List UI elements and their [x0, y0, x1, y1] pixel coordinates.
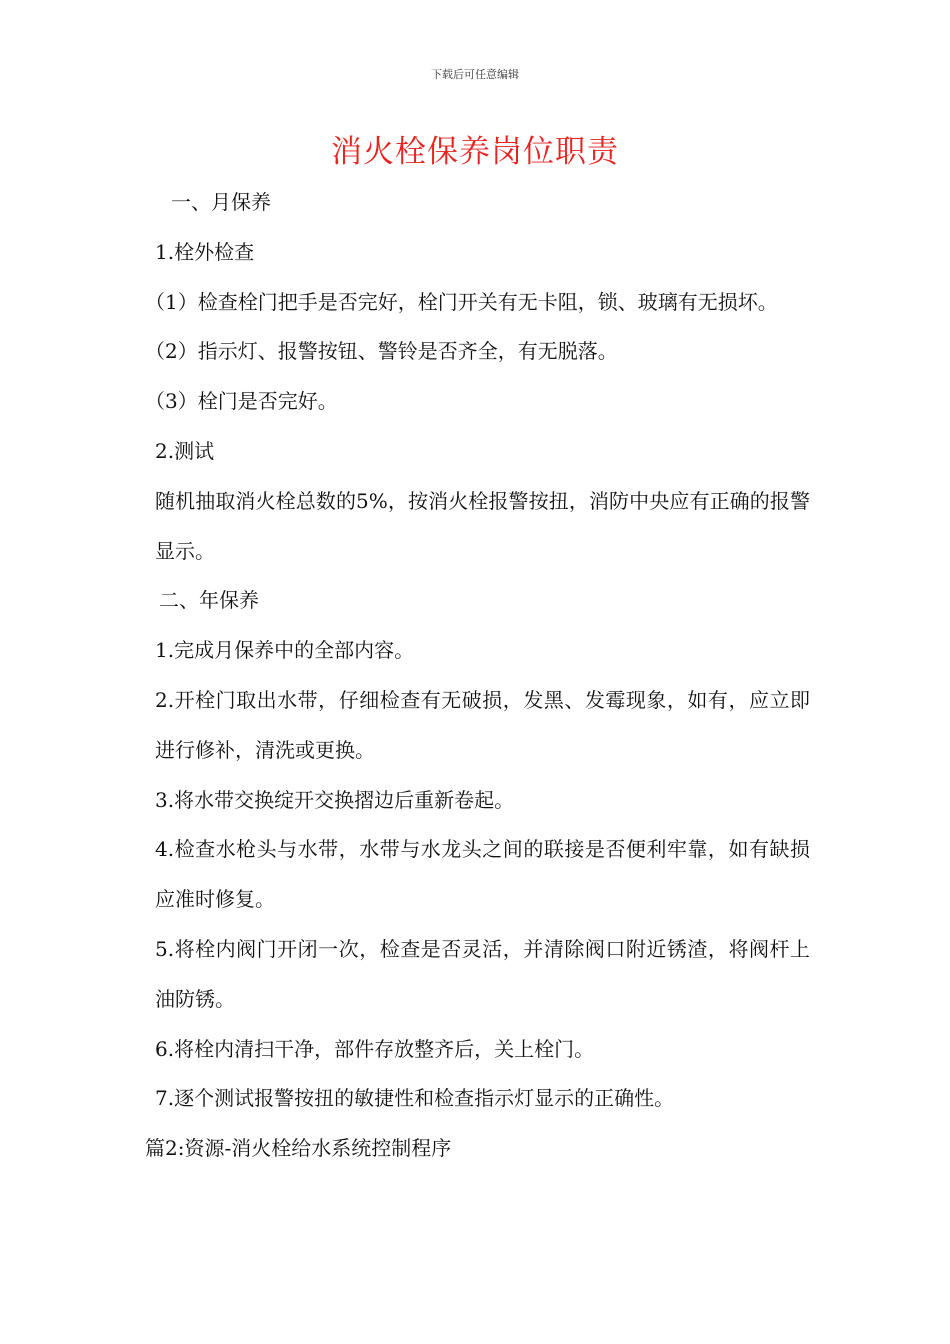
- next-section-heading: 篇2:资源-消火栓给水系统控制程序: [145, 1136, 452, 1161]
- subheading-test: 2.测试: [155, 438, 215, 463]
- annual-item-4: 4.检查水枪头与水带，水带与水龙头之间的联接是否便利牢靠，如有缺损应准时修复。: [155, 837, 810, 912]
- header-note: 下载后可任意编辑: [431, 68, 519, 81]
- paragraph-item-3: （3）栓门是否完好。: [145, 389, 338, 414]
- section-heading-monthly: 一、月保养: [171, 190, 271, 214]
- document-body: [145, 178, 810, 1174]
- paragraph-item-1: （1）检查栓门把手是否完好，栓门开关有无卡阻，锁、玻璃有无损坏。: [145, 289, 778, 314]
- annual-item-2: 2.开栓门取出水带，仔细检查有无破损，发黑、发霉现象，如有，应立即进行修补，清洗或更换。: [155, 687, 810, 762]
- subheading-exterior-check: 1.栓外检查: [155, 239, 255, 264]
- section-heading-annual: 二、年保养: [159, 588, 259, 613]
- annual-item-5: 5.将栓内阀门开闭一次，检查是否灵活，并清除阀口附近锈渣，将阀杆上油防锈。: [155, 936, 810, 1011]
- annual-item-6: 6.将栓内清扫干净，部件存放整齐后，关上栓门。: [155, 1036, 595, 1061]
- annual-item-3: 3.将水带交换绽开交换摺边后重新卷起。: [155, 787, 515, 812]
- paragraph-test: 随机抽取消火栓总数的5%，按消火栓报警按扭，消防中央应有正确的报警显示。: [155, 488, 810, 563]
- annual-item-1: 1.完成月保养中的全部内容。: [155, 638, 415, 663]
- annual-item-7: 7.逐个测试报警按扭的敏捷性和检查指示灯显示的正确性。: [155, 1086, 675, 1111]
- paragraph-item-2: （2）指示灯、报警按钮、警铃是否齐全，有无脱落。: [145, 339, 618, 364]
- document-title: 消火栓保养岗位职责: [331, 134, 619, 170]
